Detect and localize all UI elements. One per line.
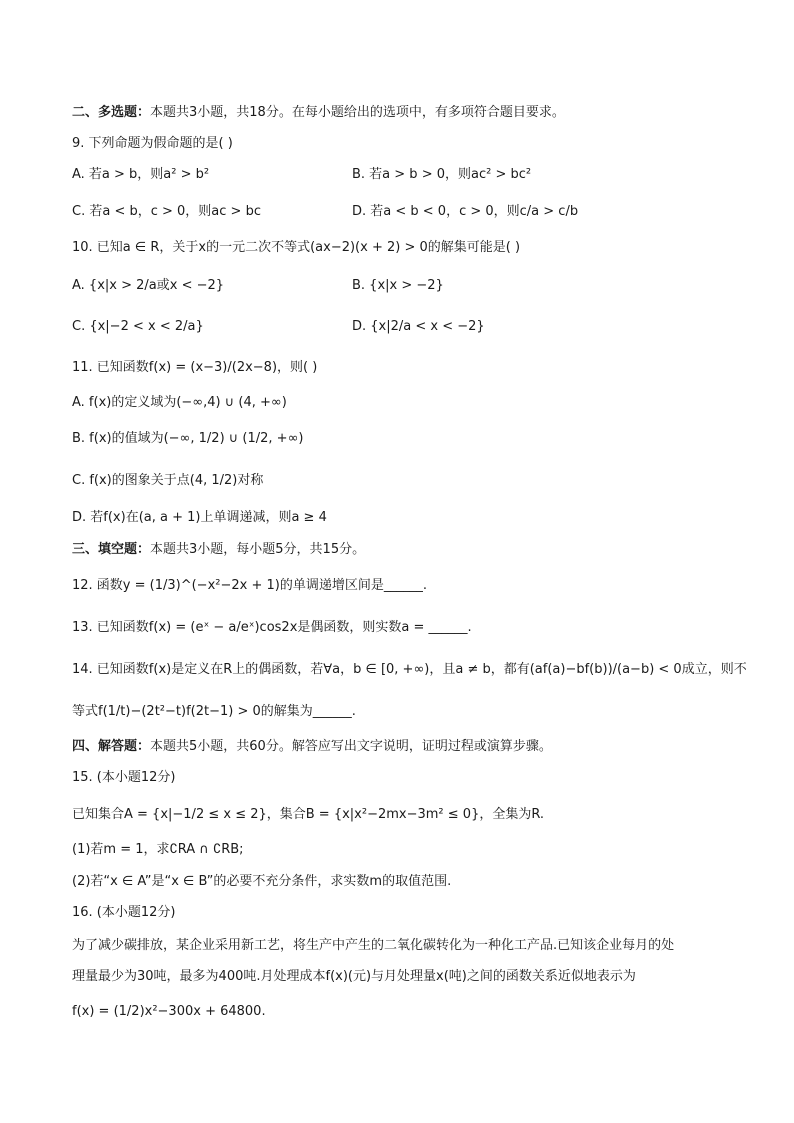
section-3-instructions: 本题共3小题，每小题5分，共15分。 xyxy=(150,542,366,557)
q10-option-a: A. {x|x > 2/a或x < −2} xyxy=(72,278,225,293)
q9-option-b: B. 若a > b > 0，则ac² > bc² xyxy=(352,167,532,182)
q10-option-b: B. {x|x > −2} xyxy=(352,278,444,293)
section-2-title: 二、多选题： xyxy=(72,105,151,120)
q16-formula: f(x) = (1/2)x²−300x + 64800. xyxy=(72,1004,266,1019)
q15-part-2: (2)若“x ∈ A”是“x ∈ B”的必要不充分条件，求实数m的取值范围. xyxy=(72,874,452,889)
q13-text: 13. 已知函数f(x) = (eˣ − a/eˣ)cos2x是偶函数，则实数a = ______. xyxy=(72,620,472,635)
q9-option-d: D. 若a < b < 0，c > 0，则c/a > c/b xyxy=(352,204,579,219)
q16-line-2: 理量最少为30吨，最多为400吨.月处理成本f(x)(元)与月处理量x(吨)之间的函数关系近似地表示为 xyxy=(72,969,636,984)
q11-stem: 11. 已知函数f(x) = (x−3)/(2x−8)，则( ) xyxy=(72,360,318,375)
q14-line-1: 14. 已知函数f(x)是定义在R上的偶函数，若∀a，b ∈ [0, +∞)，且a ≠ b，都有(af(a)−bf(b))/(a−b) < 0成立，则不 xyxy=(72,662,747,677)
section-3-heading xyxy=(72,541,365,559)
q15-part-1: (1)若m = 1，求∁RA ∩ ∁RB; xyxy=(72,842,244,857)
section-4-instructions: 本题共5小题，共60分。解答应写出文字说明，证明过程或演算步骤。 xyxy=(150,739,552,754)
q11-option-a: A. f(x)的定义域为(−∞,4) ∪ (4, +∞) xyxy=(72,395,287,410)
section-2-instructions: 本题共3小题，共18分。在每小题给出的选项中，有多项符合题目要求。 xyxy=(150,105,565,120)
q14-line-2: 等式f(1/t)−(2t²−t)f(2t−1) > 0的解集为______. xyxy=(72,704,356,719)
q9-option-a: A. 若a > b，则a² > b² xyxy=(72,167,210,182)
section-4-heading xyxy=(72,738,552,756)
q12-text: 12. 函数y = (1/3)^(−x²−2x + 1)的单调递增区间是______. xyxy=(72,578,427,593)
section-3-title: 三、填空题： xyxy=(72,542,151,557)
q11-option-d: D. 若f(x)在(a, a + 1)上单调递减，则a ≥ 4 xyxy=(72,510,327,525)
q10-option-c: C. {x|−2 < x < 2/a} xyxy=(72,319,204,334)
q10-stem: 10. 已知a ∈ R，关于x的一元二次不等式(ax−2)(x + 2) > 0的解集可能是( ) xyxy=(72,240,521,255)
q9-stem: 9. 下列命题为假命题的是( ) xyxy=(72,136,233,151)
q9-option-c: C. 若a < b，c > 0，则ac > bc xyxy=(72,204,261,219)
q11-option-b: B. f(x)的值域为(−∞, 1/2) ∪ (1/2, +∞) xyxy=(72,431,304,446)
section-2-heading xyxy=(72,104,565,122)
q16-line-1: 为了减少碳排放，某企业采用新工艺，将生产中产生的二氧化碳转化为一种化工产品.已知该企业每月的处 xyxy=(72,938,675,953)
q16-header: 16. (本小题12分) xyxy=(72,905,176,920)
section-4-title: 四、解答题： xyxy=(72,739,151,754)
q11-option-c: C. f(x)的图象关于点(4, 1/2)对称 xyxy=(72,473,264,488)
q15-header: 15. (本小题12分) xyxy=(72,770,176,785)
q15-stem: 已知集合A = {x|−1/2 ≤ x ≤ 2}，集合B = {x|x²−2mx−3m² ≤ 0}，全集为R. xyxy=(72,807,545,822)
q10-option-d: D. {x|2/a < x < −2} xyxy=(352,319,485,334)
